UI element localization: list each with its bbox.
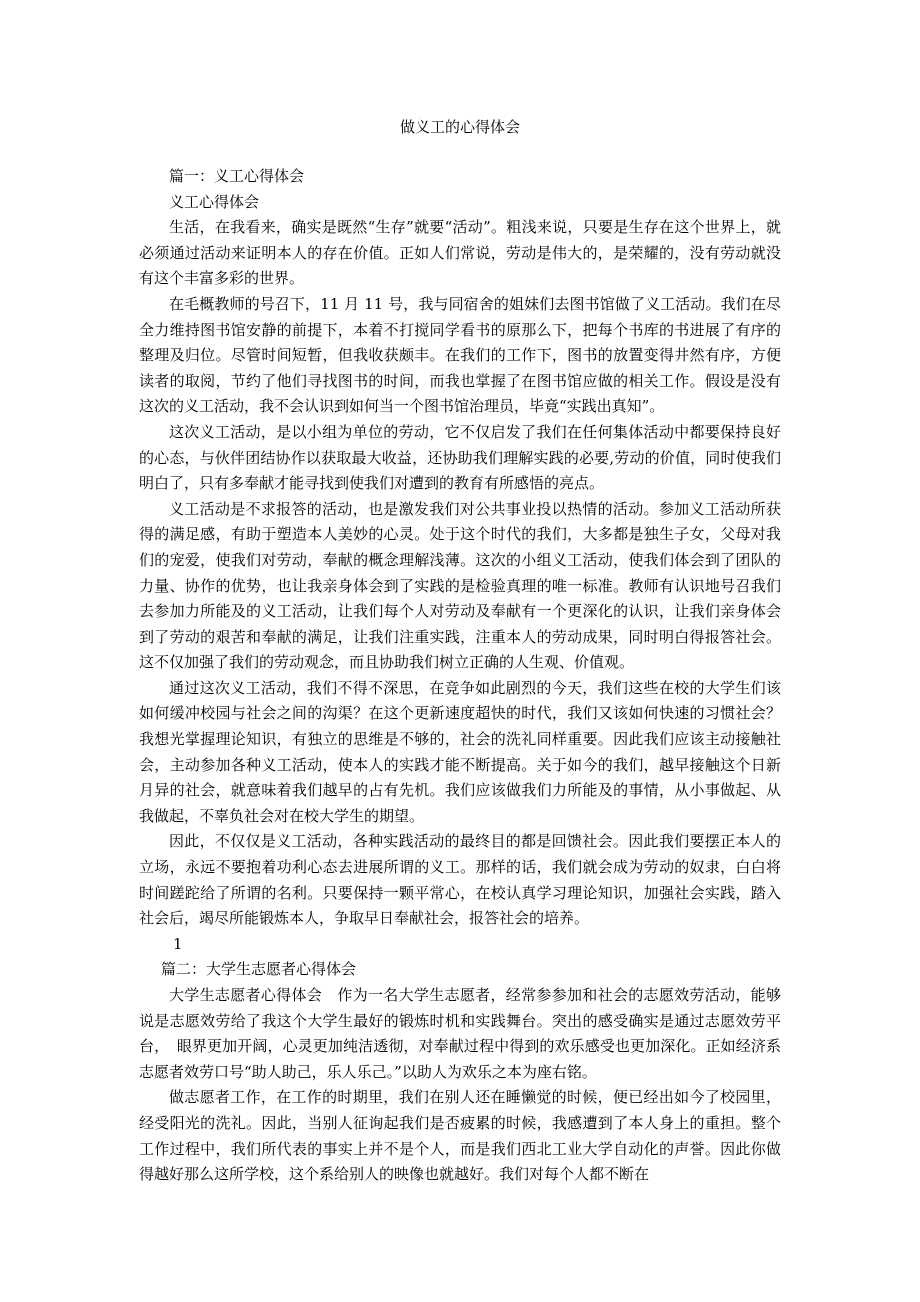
paragraph: 生活，在我看来，确实是既然“生存”就要“活动”。粗浅来说，只要是生存在这个世界上，就必须通过活动来证明本人的存在价值。正如人们常说，劳动是伟大的，是荣耀的，没有劳动就没有这个丰富多彩的世界。 — [139, 218, 781, 288]
document-page — [139, 0, 781, 1188]
document-body — [139, 164, 781, 1188]
paragraph: 这次义工活动，是以小组为单位的劳动，它不仅启发了我们在任何集体活动中都要保持良好的心态，与伙伴团结协作以获取最大收益，还协助我们理解实践的必要,劳动的价值，同时使我们明白了，只有多奉献才能寻找到使我们对遭到的教育有所感悟的亮点。 — [139, 422, 781, 493]
paragraph: 大学生志愿者心得体会 作为一名大学生志愿者，经常参参加和社会的志愿效劳活动，能够说是志愿效劳给了我这个大学生最好的锻炼时机和实践舞台。突出的感受确实是通过志愿效劳平台， 眼界更加开阔，心灵更加纯洁透彻，对奉献过程中得到的欢乐感受也更加深化。正如经济系志愿者效劳口号“助人助己，乐人乐己。”以助人为欢乐之本为座右铭。 — [139, 986, 781, 1081]
page-number: 1 — [173, 934, 183, 953]
paragraph: 通过这次义工活动，我们不得不深思，在竞争如此剧烈的今天，我们这些在校的大学生们该如何缓冲校园与社会之间的沟渠？在这个更新速度超快的时代，我们又该如何快速的习惯社会？我想光掌握理论知识，有独立的思维是不够的，社会的洗礼同样重要。因此我们应该主动接触社会，主动参加各种义工活动，使本人的实践才能不断提高。关于如今的我们，越早接触这个日新月异的社会，就意味着我们越早的占有先机。我们应该做我们力所能及的事情，从小事做起、从我做起，不辜负社会对在校大学生的期望。 — [139, 678, 781, 825]
paragraph: 做志愿者工作，在工作的时期里，我们在别人还在睡懒觉的时候，便已经出如今了校园里，经受阳光的洗礼。因此，当别人征询起我们是否疲累的时候，我感遭到了本人身上的重担。整个工作过程中，我们所代表的事实上并不是个人，而是我们西北工业大学自动化的声誉。因此你做得越好那么这所学校，这个系给别人的映像也就越好。我们对每个人都不断在 — [139, 1088, 781, 1184]
subsection-heading-1: 义工心得体会 — [169, 192, 260, 211]
paragraph: 在毛概教师的号召下，11 月 11 号，我与同宿舍的姐妹们去图书馆做了义工活动。我们在尽全力维持图书馆安静的前提下，本着不打搅同学看书的原那么下，把每个书库的书进展了有序的整理及归位。尽管时间短暂，但我收获颇丰。在我们的工作下，图书的放置变得井然有序，方便读者的取阅，节约了他们寻找图书的时间，而我也掌握了在图书馆应做的相关工作。假设是没有这次的义工活动，我不会认识到如何当一个图书馆治理员，毕竟“实践出真知”。 — [139, 294, 781, 416]
section-heading-2: 篇二：大学生志愿者心得体会 — [161, 960, 357, 979]
document-title: 做义工的心得体会 — [399, 118, 520, 136]
paragraph: 义工活动是不求报答的活动，也是激发我们对公共事业投以热情的活动。参加义工活动所获得的满足感，有助于塑造本人美妙的心灵。处于这个时代的我们，大多都是独生子女，父母对我们的宠爱，使我们对劳动，奉献的概念理解浅薄。这次的小组义工活动，使我们体会到了团队的力量、协作的优势，也让我亲身体会到了实践的是检验真理的唯一标准。教师有认识地号召我们去参加力所能及的义工活动，让我们每个人对劳动及奉献有一个更深化的认识，让我们亲身体会到了劳动的艰苦和奉献的满足，让我们注重实践，注重本人的劳动成果，同时明白得报答社会。这不仅加强了我们的劳动观念，而且协助我们树立正确的人生观、价值观。 — [139, 499, 781, 672]
paragraph: 因此，不仅仅是义工活动，各种实践活动的最终目的都是回馈社会。因此我们要摆正本人的立场，永远不要抱着功利心态去进展所谓的义工。那样的话，我们就会成为劳动的奴隶，白白将时间蹉跎给了所谓的名利。只要保持一颗平常心，在校认真学习理论知识，加强社会实践，踏入社会后，竭尽所能锻炼本人，争取早日奉献社会，报答社会的培养。 — [139, 832, 781, 928]
section-heading-1: 篇一：义工心得体会 — [169, 167, 305, 185]
